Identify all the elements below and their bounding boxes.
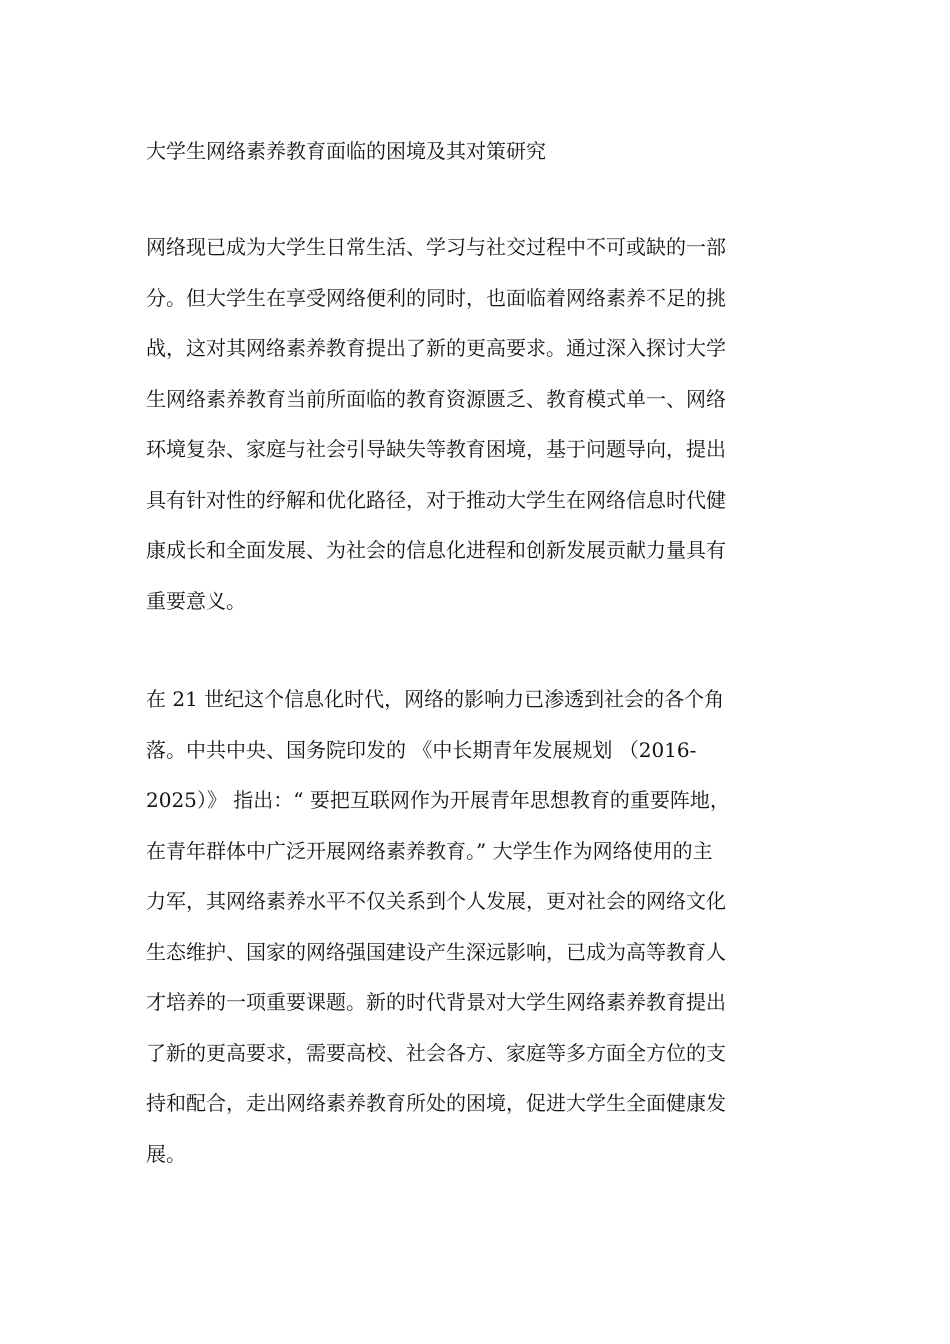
paragraph-line: 力军，其网络素养水平不仅关系到个人发展，更对社会的网络文化 xyxy=(146,889,726,913)
paragraph-line: 生态维护、国家的网络强国建设产生深远影响，已成为高等教育人 xyxy=(146,939,726,964)
paragraph-line: 重要意义。 xyxy=(146,588,246,613)
paragraph-line: 持和配合，走出网络素养教育所处的困境，促进大学生全面健康发 xyxy=(146,1091,726,1115)
paragraph-line: 在青年群体中广泛开展网络素养教育。” 大学生作为网络使用的主 xyxy=(146,838,713,863)
paragraph-line: 分。但大学生在享受网络便利的同时，也面临着网络素养不足的挑 xyxy=(146,285,726,310)
paragraph-line: 生网络素养教育当前所面临的教育资源匮乏、教育模式单一、网络 xyxy=(146,386,726,411)
paragraph-line: 战，这对其网络素养教育提出了新的更高要求。通过深入探讨大学 xyxy=(146,336,726,360)
paragraph-abstract xyxy=(146,222,726,626)
paragraph-line: 2025）》 指出：“ 要把互联网作为开展青年思想教育的重要阵地， xyxy=(146,788,730,812)
paragraph-line: 展。 xyxy=(146,1141,186,1166)
paragraph-introduction xyxy=(146,674,730,1179)
paragraph-line: 环境复杂、家庭与社会引导缺失等教育困境，基于问题导向，提出 xyxy=(146,437,726,461)
document-title: 大学生网络素养教育面临的困境及其对策研究 xyxy=(146,139,546,163)
paragraph-line: 网络现已成为大学生日常生活、学习与社交过程中不可或缺的一部 xyxy=(146,235,726,259)
paragraph-line: 在 21 世纪这个信息化时代，网络的影响力已渗透到社会的各个角 xyxy=(146,687,725,711)
paragraph-line: 康成长和全面发展、为社会的信息化进程和创新发展贡献力量具有 xyxy=(146,538,726,562)
paragraph-line: 落。中共中央、国务院印发的 《中长期青年发展规划 （2016- xyxy=(146,737,697,762)
paragraph-line: 具有针对性的纾解和优化路径，对于推动大学生在网络信息时代健 xyxy=(146,487,726,512)
paragraph-line: 了新的更高要求，需要高校、社会各方、家庭等多方面全方位的支 xyxy=(146,1040,726,1065)
paragraph-line: 才培养的一项重要课题。新的时代背景对大学生网络素养教育提出 xyxy=(146,990,726,1014)
